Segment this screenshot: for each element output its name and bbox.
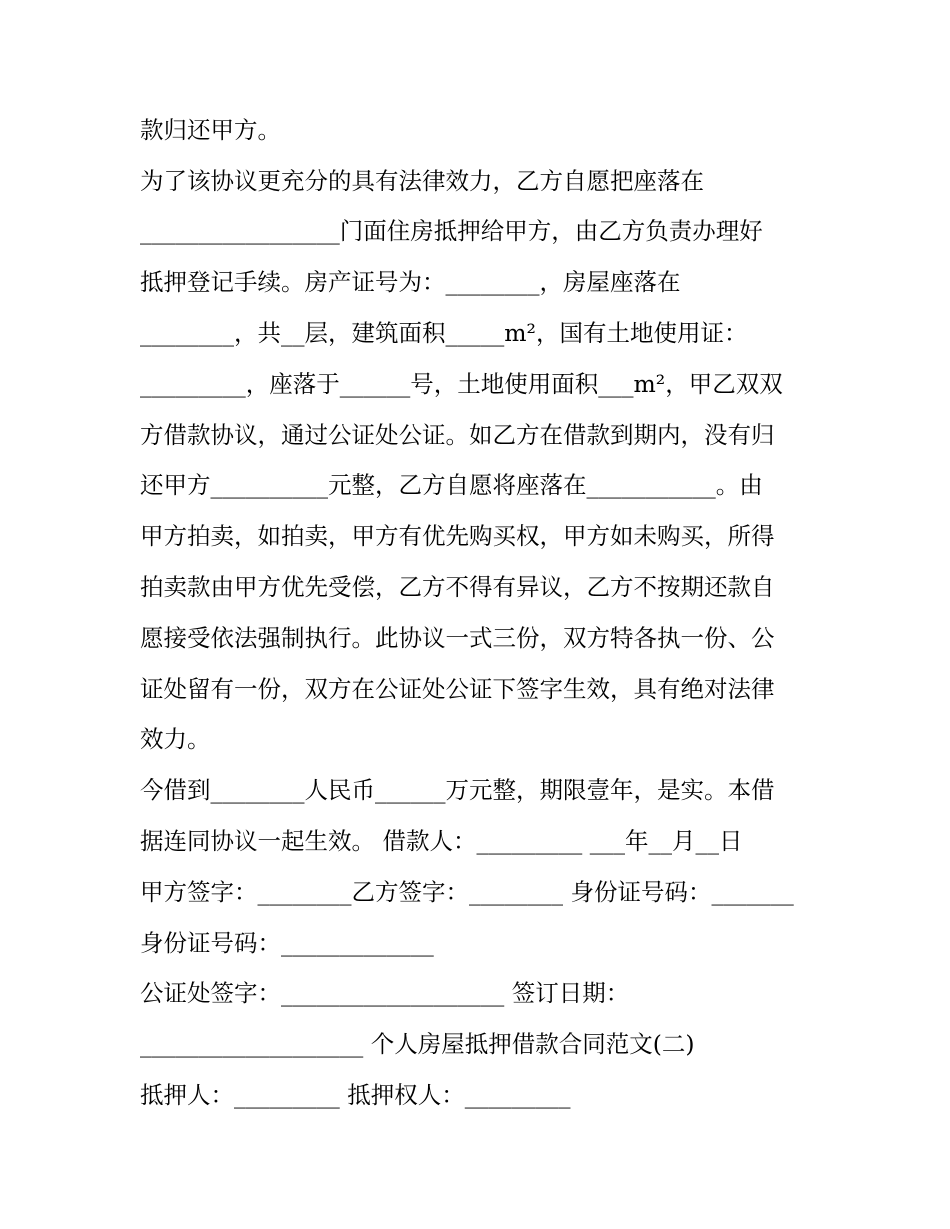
text-line: 效力。 <box>140 725 211 753</box>
text-line: 款归还甲方。 <box>140 116 281 144</box>
text-line: ___________________ 个人房屋抵押借款合同范文(二) <box>140 1030 695 1058</box>
text-line: _________________门面住房抵押给甲方，由乙方负责办理好 <box>140 217 763 245</box>
text-line: 证处留有一份，双方在公证处公证下签字生效，具有绝对法律 <box>140 675 775 703</box>
text-line: ________，共__层，建筑面积_____m²，国有土地使用证： <box>140 319 748 347</box>
text-line: 抵押人：_________ 抵押权人：_________ <box>140 1081 571 1109</box>
text-line: 方借款协议，通过公证处公证。如乙方在借款到期内，没有归 <box>140 421 775 449</box>
text-line: 今借到________人民币______万元整，期限壹年，是实。本借 <box>140 776 775 804</box>
text-line: 甲方拍卖，如拍卖，甲方有优先购买权，甲方如未购买，所得 <box>140 522 775 550</box>
text-line: 为了该协议更充分的具有法律效力，乙方自愿把座落在 <box>140 167 704 195</box>
text-line: 据连同协议一起生效。 借款人：_________ ___年__月__日 <box>140 827 743 855</box>
text-line: 甲方签字：________乙方签字：________ 身份证号码：_______ <box>140 878 794 906</box>
text-line: _________，座落于______号，土地使用面积___m²，甲乙双双 <box>140 370 783 398</box>
text-line: 还甲方__________元整，乙方自愿将座落在___________。由 <box>140 471 763 499</box>
text-line: 抵押登记手续。房产证号为：________，房屋座落在 <box>140 268 681 296</box>
text-line: 公证处签字：___________________ 签订日期： <box>140 979 630 1007</box>
text-line: 拍卖款由甲方优先受偿，乙方不得有异议，乙方不按期还款自 <box>140 573 775 601</box>
text-line: 愿接受依法强制执行。此协议一式三份，双方特各执一份、公 <box>140 624 775 652</box>
text-line: 身份证号码：_____________ <box>140 929 434 957</box>
